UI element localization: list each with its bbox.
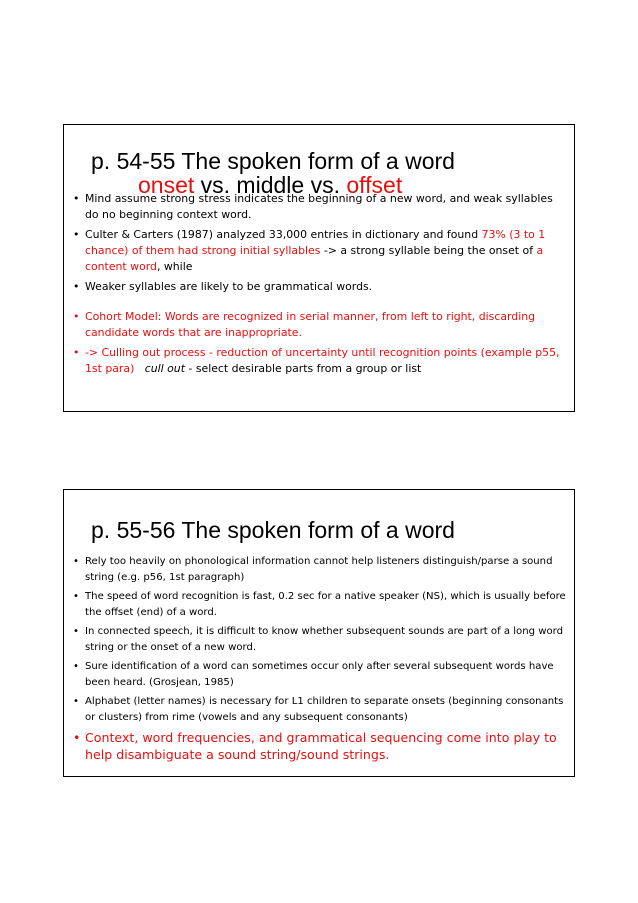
bullet-dot: • [73,591,79,602]
list-item [71,227,566,275]
bullet-text: Context, word frequencies, and grammatical sequencing come into play to help disambiguate a sound string/sound strings. [85,730,557,762]
bullet-text: Culter & Carters (1987) analyzed 33,000 entries in dictionary and found [85,228,482,241]
bullet-dot: • [73,696,79,707]
bullet-text: The speed of word recognition is fast, 0.2 sec for a native speaker (NS), which is usually before the offset (end) of a word. [85,591,566,618]
bullet-italic-term: cull out [144,362,185,375]
list-item [71,554,566,585]
title-middle-text: vs. middle vs. [194,172,347,198]
title-onset-word: onset [138,172,195,198]
bullet-text: , while [156,260,193,273]
title-offset-word: offset [346,172,403,198]
bullet-dot: • [73,556,79,567]
slide-2-bullet-list [71,554,566,767]
bullet-highlight: 73% (3 to 1 chance) of them had strong initial syllables [85,228,546,257]
bullet-highlight: a content word [85,244,544,273]
list-item [71,279,566,295]
bullet-highlight: -> Culling out process - reduction of uncertainty until recognition points (example p55, 1st para) [85,346,560,375]
bullet-text: Alphabet (letter names) is necessary for L1 children to separate onsets (beginning consonants or clusters) from rime (vowels and any subsequent consonants) [85,696,564,723]
list-item [71,589,566,620]
bullet-dot: • [73,192,80,205]
list-item [71,694,566,725]
bullet-text: Rely too heavily on phonological information cannot help listeners distinguish/parse a sound string (e.g. p56, 1st paragraph) [85,556,553,583]
bullet-text: - select desirable parts from a group or list [184,362,422,375]
list-item [71,191,566,223]
list-item [71,729,566,763]
slide-1-bullet-list [71,191,566,381]
bullet-dot: • [73,661,79,672]
bullet-dot: • [73,346,80,359]
bullet-dot: • [73,626,79,637]
list-item [71,345,566,377]
bullet-dot: • [73,310,80,323]
bullet-text: Weaker syllables are likely to be grammatical words. [85,280,373,293]
slide-1 [63,124,575,412]
bullet-text: Mind assume strong stress indicates the beginning of a new word, and weak syllables do no beginning context word. [85,192,553,221]
slide-1-title-line1: p. 54-55 The spoken form of a word [91,148,455,174]
slide-2 [63,489,575,777]
list-item [71,309,566,341]
bullet-dot: • [73,730,81,745]
bullet-text: Sure identification of a word can sometimes occur only after several subsequent words have been heard. (Grosjean, 1985) [85,661,554,688]
bullet-text: Cohort Model: Words are recognized in serial manner, from left to right, discarding candidate words that are inappropriate. [85,310,536,339]
slide-1-title [91,149,455,197]
bullet-text: In connected speech, it is difficult to know whether subsequent sounds are part of a long word string or the onset of a new word. [85,626,564,653]
bullet-dot: • [73,228,80,241]
list-item [71,624,566,655]
bullet-dot: • [73,280,80,293]
slide-2-title: p. 55-56 The spoken form of a word [91,517,455,543]
list-item [71,659,566,690]
bullet-text: -> a strong syllable being the onset of [320,244,537,257]
